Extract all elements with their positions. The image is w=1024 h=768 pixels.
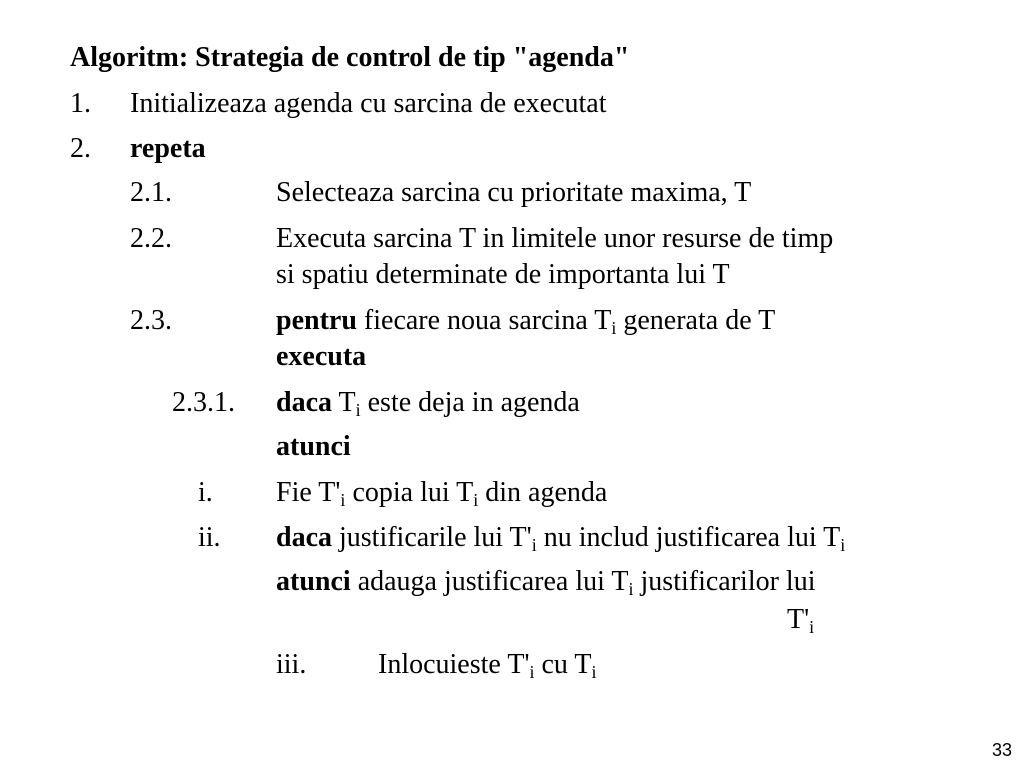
substep-2-3-1-text-b: este deja in agenda [360,387,580,418]
item-iii-number: iii. [276,649,307,680]
keyword-atunci: atunci [276,431,351,462]
item-iii-text [378,649,597,681]
substep-2-2-line2: si spatiu determinate de importanta lui T [276,259,730,290]
item-i-text-3: din agenda [478,477,608,508]
item-ii-number: ii. [198,522,221,553]
keyword-daca: daca [276,522,332,553]
substep-2-3-1-text [276,387,580,419]
substep-2-3-text-a: fiecare noua sarcina T [356,305,612,336]
keyword-executa: executa [276,341,367,372]
subscript: i [355,400,361,420]
slide-title: Algoritm: Strategia de control de tip "agenda" [70,42,630,73]
item-ii-text-1: justificarile lui T' [332,522,532,553]
item-i-text-1: Fie T' [276,477,341,508]
substep-2-1-number: 2.1. [130,177,172,208]
step-2-keyword: repeta [130,133,206,164]
page-number: 33 [991,740,1012,760]
item-i-text [276,477,607,509]
item-ii-text-2: nu includ justificarea lui T [536,522,841,553]
substep-2-2-number: 2.2. [130,223,172,254]
item-ii-then-text-2: justificarilor lui [633,566,816,597]
subscript: i [591,662,597,682]
subscript: i [809,617,815,637]
substep-2-3-line1 [276,305,775,337]
continuation-text: T' [787,604,810,635]
subscript: i [473,490,479,510]
substep-2-1-text: Selecteaza sarcina cu prioritate maxima, T [276,177,752,208]
item-ii-then-text [276,566,815,598]
subscript: i [840,535,846,555]
item-iii-text-2: cu T [534,649,592,680]
step-1-number: 1. [70,88,91,119]
item-i-number: i. [198,477,213,508]
subscript: i [628,579,634,599]
subscript: i [531,535,537,555]
subscript: i [340,490,346,510]
substep-2-3-1-text-a: T [332,387,356,418]
item-i-text-2: copia lui T [345,477,474,508]
step-2-number: 2. [70,133,91,164]
substep-2-3-text-b: generata de T [616,305,776,336]
item-ii-then-continuation [787,604,814,636]
subscript: i [529,662,535,682]
keyword-daca: daca [276,387,332,418]
substep-2-3-number: 2.3. [130,305,172,336]
item-ii-text [276,522,845,554]
step-1-text: Initializeaza agenda cu sarcina de executat [130,88,607,119]
subscript: i [611,318,617,338]
item-ii-then-text-1: adauga justificarea lui T [350,566,629,597]
keyword-atunci: atunci [276,566,351,597]
item-iii-text-1: Inlocuieste T' [378,649,530,680]
keyword-pentru: pentru [276,305,357,336]
substep-2-2-line1: Executa sarcina T in limitele unor resurse de timp [276,223,834,254]
substep-2-3-1-number: 2.3.1. [172,387,235,418]
